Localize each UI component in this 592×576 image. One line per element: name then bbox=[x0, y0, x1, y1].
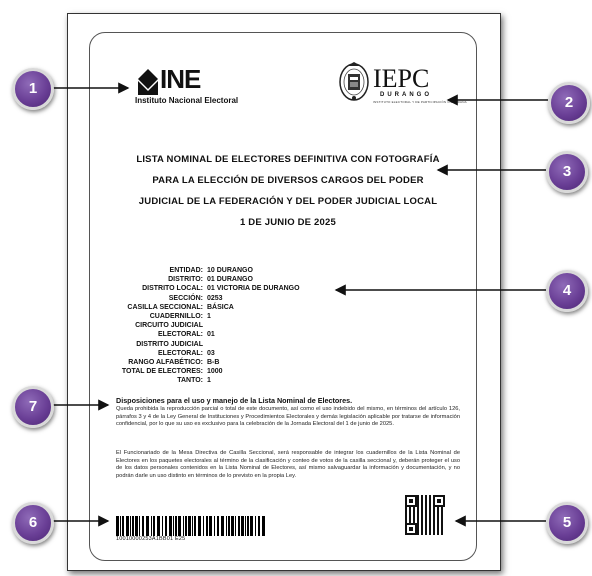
callout-3: 3 bbox=[546, 151, 588, 193]
field-value: BÁSICA bbox=[207, 303, 234, 311]
dispositions-paragraph-1: Queda prohibida la reproducción parcial o total de este documento, así como el uso indebido del mismo, en términos del artículo 126, párrafos 3 y 4 de la Ley General de Instituciones y Procedimientos Electorales y demás legislación aplicable por tratarse de información confidencial, por lo que su uso es exclusivo para la celebración de la Jornada Electoral del 1 de junio de 2025. bbox=[116, 406, 460, 428]
iepc-tagline: INSTITUTO ELECTORAL Y DE PARTICIPACIÓN CIUDADANA bbox=[373, 100, 467, 104]
field-label: TANTO: bbox=[177, 377, 203, 385]
dispositions-paragraph-2: El Funcionariado de la Mesa Directiva de Casilla Seccional, será responsable de integrar los cuadernillos de la Lista Nominal de Electores en los paquetes electorales al término de la clasificación y conteo de votos de la casilla seccional y, deberán proteger el uso de los datos personales contenidos en la Lista Nominal de Electores, así mismo salvaguardar la información y documentación, y no podrán darle un uso distinto en términos de lo previsto en la propia Ley. bbox=[116, 450, 460, 479]
field-label: CUADERNILLO: bbox=[149, 313, 203, 321]
field-label: SECCIÓN: bbox=[168, 294, 203, 302]
iepc-logo-word: IEPC bbox=[373, 64, 430, 93]
callout-5: 5 bbox=[546, 502, 588, 544]
callout-4: 4 bbox=[546, 270, 588, 312]
ine-logo-word: INE bbox=[160, 64, 201, 94]
callout-2: 2 bbox=[548, 82, 590, 124]
field-value: 0253 bbox=[207, 294, 223, 302]
field-value: 10 DURANGO bbox=[207, 267, 253, 274]
field-value: 1 bbox=[207, 377, 211, 385]
field-value: 01 VICTORIA DE DURANGO bbox=[207, 285, 300, 293]
field-value: 1000 bbox=[207, 368, 223, 376]
field-label: TOTAL DE ELECTORES: bbox=[121, 368, 203, 376]
callout-6: 6 bbox=[12, 502, 54, 544]
title-line-1: LISTA NOMINAL DE ELECTORES DEFINITIVA CON FOTOGRAFÍA bbox=[136, 154, 440, 165]
field-value: 01 DURANGO bbox=[207, 276, 253, 284]
field-label: CIRCUITO JUDICIAL bbox=[135, 322, 203, 330]
dispositions-heading: Disposiciones para el uso y manejo de la Lista Nominal de Electores. bbox=[116, 396, 353, 405]
field-value: 03 bbox=[207, 349, 215, 357]
field-label: DISTRITO LOCAL: bbox=[142, 285, 203, 293]
callout-1: 1 bbox=[12, 68, 54, 110]
field-value: B-B bbox=[207, 359, 220, 367]
field-label: CASILLA SECCIONAL: bbox=[127, 303, 203, 311]
field-value: 01 bbox=[207, 331, 215, 339]
title-line-4: 1 DE JUNIO DE 2025 bbox=[239, 217, 336, 228]
ine-subtitle: Instituto Nacional Electoral bbox=[135, 96, 239, 105]
field-label: RANGO ALFABÉTICO: bbox=[128, 359, 203, 367]
field-label: ELECTORAL: bbox=[158, 349, 203, 357]
field-label: ELECTORAL: bbox=[158, 331, 203, 339]
field-label: DISTRITO: bbox=[168, 276, 203, 284]
field-value: 1 bbox=[207, 313, 211, 321]
callout-7: 7 bbox=[12, 386, 54, 428]
iepc-subtitle: DURANGO bbox=[380, 92, 432, 98]
barcode-text: 10010000253A1BB01 E25 bbox=[116, 536, 186, 542]
field-label: DISTRITO JUDICIAL bbox=[136, 340, 203, 348]
title-line-2: PARA LA ELECCIÓN DE DIVERSOS CARGOS DEL PODER bbox=[152, 175, 424, 186]
title-line-3: JUDICIAL DE LA FEDERACIÓN Y DEL PODER JUDICIAL LOCAL bbox=[138, 196, 438, 207]
field-label: ENTIDAD: bbox=[169, 267, 203, 274]
